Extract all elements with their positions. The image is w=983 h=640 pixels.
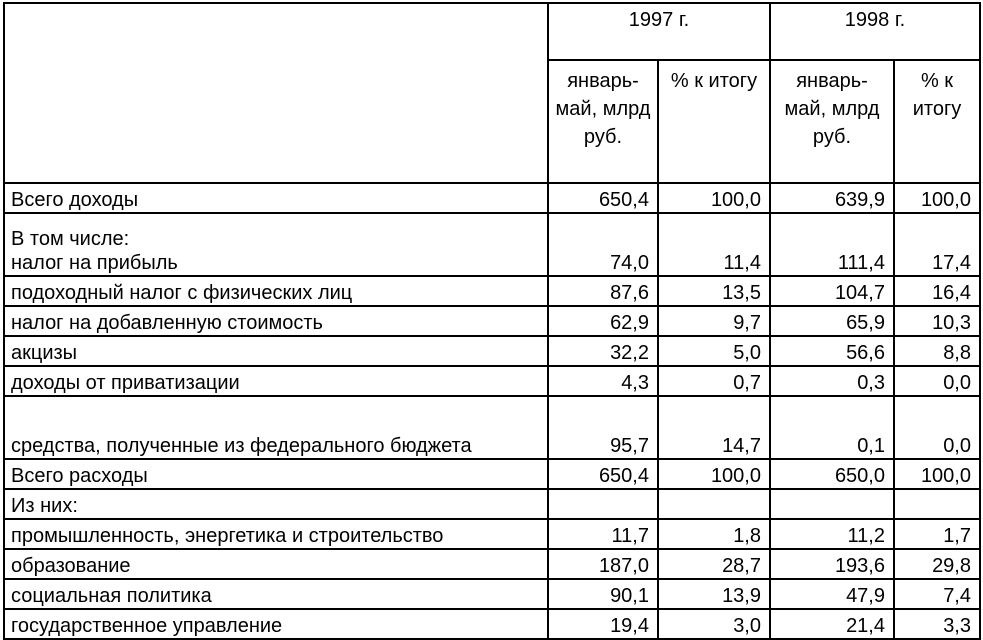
table-row	[4, 183, 980, 213]
cell-value: 11,7	[548, 519, 658, 549]
table-row	[4, 459, 980, 489]
row-label: социальная политика	[4, 579, 548, 609]
year-1998-header: 1998 г.	[770, 3, 980, 60]
cell-value: 650,4	[548, 459, 658, 489]
cell-value: 19,4	[548, 609, 658, 639]
row-label: акцизы	[4, 336, 548, 366]
sub-header-1997-percent: % к итогу	[658, 60, 770, 183]
row-label: подоходный налог с физических лиц	[4, 276, 548, 306]
table-row	[4, 489, 980, 519]
row-label: Всего расходы	[4, 459, 548, 489]
table-row	[4, 396, 980, 459]
cell-value: 650,4	[548, 183, 658, 213]
cell-value: 10,3	[894, 306, 980, 336]
table-row	[4, 579, 980, 609]
cell-value: 65,9	[770, 306, 894, 336]
cell-value: 21,4	[770, 609, 894, 639]
cell-value	[548, 489, 658, 519]
cell-value: 100,0	[894, 459, 980, 489]
cell-value	[658, 489, 770, 519]
cell-value: 100,0	[894, 183, 980, 213]
cell-value: 95,7	[548, 396, 658, 459]
table-row	[4, 366, 980, 396]
cell-value: 28,7	[658, 549, 770, 579]
cell-value: 11,2	[770, 519, 894, 549]
cell-value: 87,6	[548, 276, 658, 306]
row-label: налог на прибыль	[11, 252, 178, 274]
table-row	[4, 213, 980, 276]
cell-value	[894, 489, 980, 519]
cell-value: 47,9	[770, 579, 894, 609]
row-label: промышленность, энергетика и строительство	[4, 519, 548, 549]
sub-header-1998-amount: январь-май, млрд руб.	[770, 60, 894, 183]
cell-value: 32,2	[548, 336, 658, 366]
table-row	[4, 336, 980, 366]
cell-value: 0,1	[770, 396, 894, 459]
cell-value: 193,6	[770, 549, 894, 579]
cell-value: 0,0	[894, 366, 980, 396]
cell-value: 90,1	[548, 579, 658, 609]
cell-value: 11,4	[658, 213, 770, 276]
cell-value: 0,3	[770, 366, 894, 396]
cell-value: 3,3	[894, 609, 980, 639]
cell-value: 639,9	[770, 183, 894, 213]
row-label: образование	[4, 549, 548, 579]
table-row	[4, 519, 980, 549]
cell-value: 111,4	[770, 213, 894, 276]
cell-value	[770, 489, 894, 519]
row-label: государственное управление	[4, 609, 548, 639]
cell-value: 650,0	[770, 459, 894, 489]
row-label: средства, полученные из федерального бюджета	[4, 396, 548, 459]
header-row-years	[4, 3, 980, 60]
cell-value: 13,5	[658, 276, 770, 306]
row-label-group	[4, 213, 548, 276]
sub-header-1997-amount: январь-май, млрд руб.	[548, 60, 658, 183]
sub-header-1998-percent: % к итогу	[894, 60, 980, 183]
cell-value: 9,7	[658, 306, 770, 336]
cell-value: 1,8	[658, 519, 770, 549]
cell-value: 0,0	[894, 396, 980, 459]
cell-value: 5,0	[658, 336, 770, 366]
cell-value: 4,3	[548, 366, 658, 396]
cell-value: 14,7	[658, 396, 770, 459]
cell-value: 1,7	[894, 519, 980, 549]
row-label: Всего доходы	[4, 183, 548, 213]
header-corner-cell	[4, 3, 548, 183]
cell-value: 29,8	[894, 549, 980, 579]
cell-value: 3,0	[658, 609, 770, 639]
row-group-heading: В том числе:	[11, 228, 130, 250]
cell-value: 8,8	[894, 336, 980, 366]
budget-table	[3, 2, 981, 640]
cell-value: 74,0	[548, 213, 658, 276]
cell-value: 56,6	[770, 336, 894, 366]
cell-value: 100,0	[658, 459, 770, 489]
cell-value: 7,4	[894, 579, 980, 609]
cell-value: 0,7	[658, 366, 770, 396]
table-row	[4, 306, 980, 336]
table-row	[4, 549, 980, 579]
year-1997-header: 1997 г.	[548, 3, 770, 60]
cell-value: 100,0	[658, 183, 770, 213]
row-label: Из них:	[4, 489, 548, 519]
row-label: доходы от приватизации	[4, 366, 548, 396]
cell-value: 187,0	[548, 549, 658, 579]
cell-value: 62,9	[548, 306, 658, 336]
cell-value: 13,9	[658, 579, 770, 609]
table-row	[4, 609, 980, 639]
table-row	[4, 276, 980, 306]
row-label: налог на добавленную стоимость	[4, 306, 548, 336]
cell-value: 17,4	[894, 213, 980, 276]
cell-value: 16,4	[894, 276, 980, 306]
cell-value: 104,7	[770, 276, 894, 306]
